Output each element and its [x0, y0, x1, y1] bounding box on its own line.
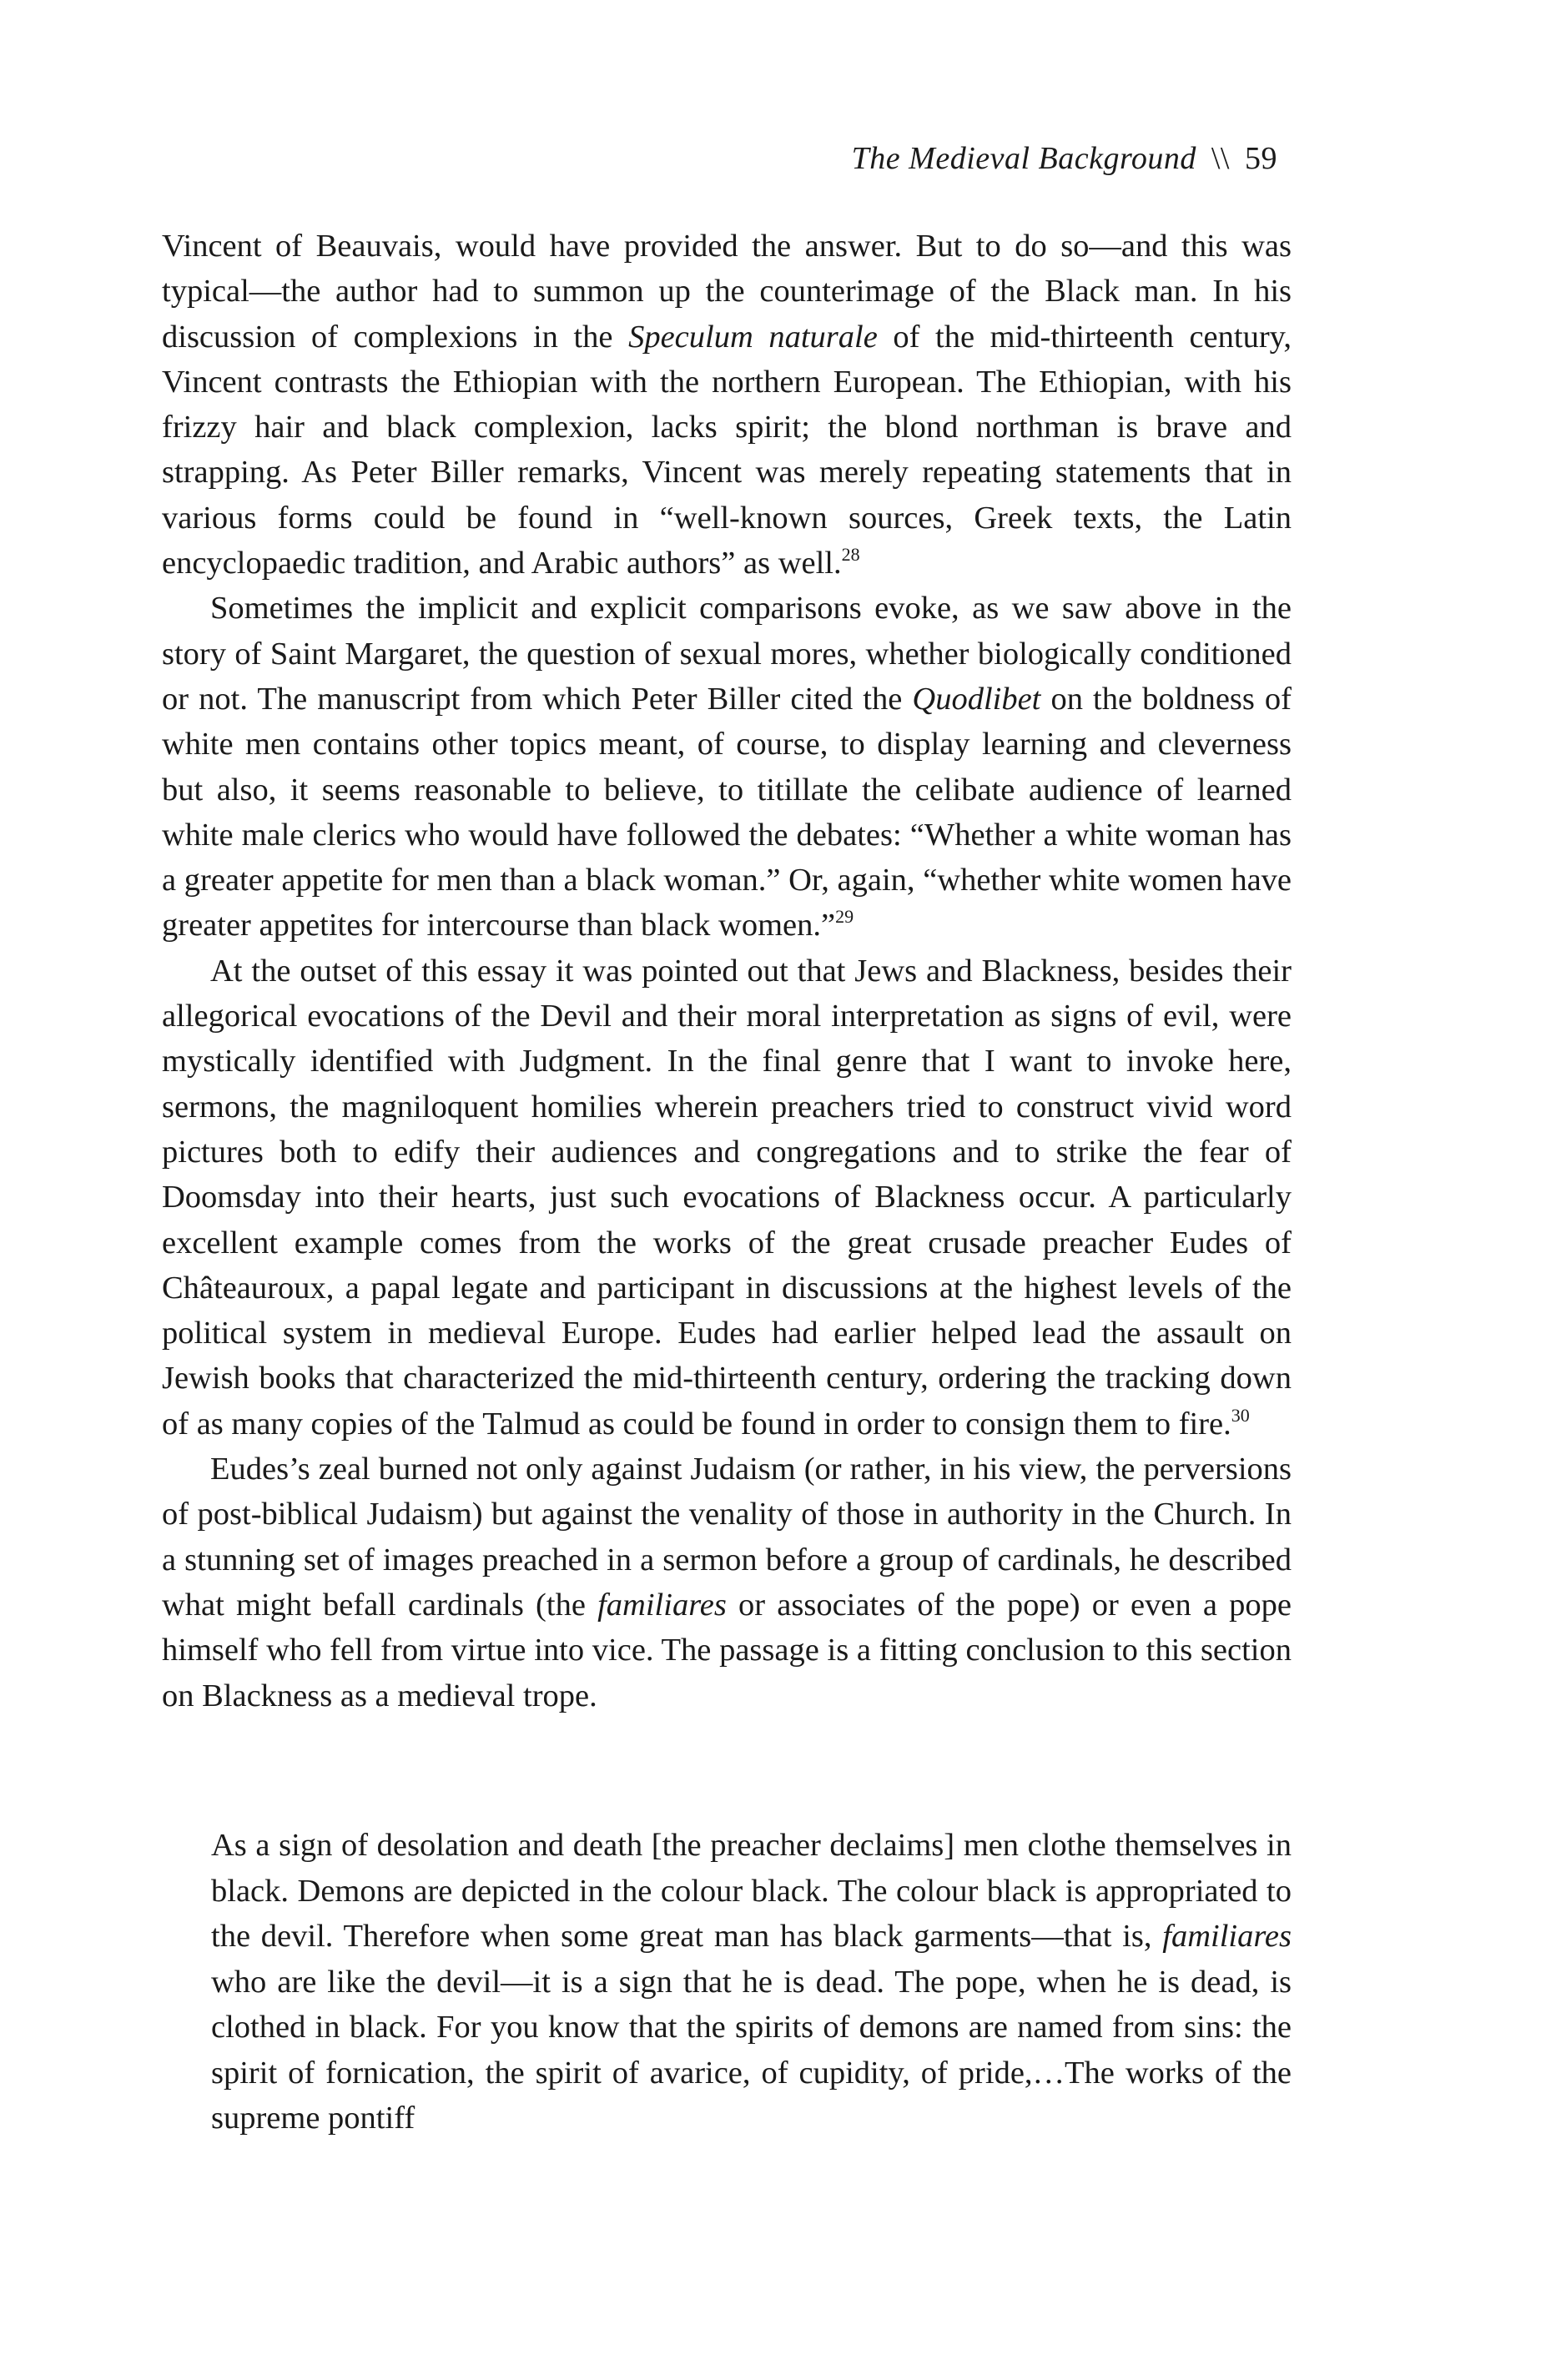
paragraph-4-text-b: or associates of the pope) or even a pope himself who fell from virtue into vice. The passage is a fitting conclusion to this section on Blackness as a medieval trope.: [162, 1587, 1292, 1713]
paragraph-3-text: At the outset of this essay it was pointed out that Jews and Blackness, besides their allegorical evocations of the Devil and their moral interpretation as signs of evil, were mystically identified with Judgment. In the final genre that I want to invoke here, sermons, the magniloquent homilies wherein preachers tried to construct vivid word pictures both to edify their audiences and congregations and to strike the fear of Doomsday into their hearts, just such evocations of Blackness occur. A particularly excellent example comes from the works of the great crusade preacher Eudes of Châteauroux, a papal legate and participant in discussions at the highest levels of the political system in medieval Europe. Eudes had earlier helped lead the assault on Jewish books that characterized the mid-thirteenth century, ordering the tracking down of as many copies of the Talmud as could be found in order to consign them to fire.: [162, 953, 1292, 1442]
page-number: 59: [1245, 141, 1277, 176]
footnote-ref-30: 30: [1231, 1404, 1250, 1426]
paragraph-4: [162, 1447, 1292, 1718]
paragraph-2-text-a: Sometimes the implicit and explicit comparisons evoke, as we saw above in the story of Saint Margaret, the question of sexual mores, whether biologically conditioned or not. The manuscript from which Peter Biller cited the: [162, 591, 1292, 717]
quote-paragraph: [211, 1823, 1292, 2141]
paragraph-4-italic-term: familiares: [597, 1587, 727, 1623]
paragraph-4-text-a: Eudes’s zeal burned not only against Judaism (or rather, in his view, the perversions of post-biblical Judaism) but against the venality of those in authority in the Church. In a stunning set of images preached in a sermon before a group of cardinals, he described what might befall cardinals (the: [162, 1452, 1292, 1623]
paragraph-1: [162, 224, 1292, 586]
footnote-ref-28: 28: [841, 544, 860, 566]
paragraph-1-text-a: Vincent of Beauvais, would have provided the answer. But to do so—and this was typical—the author had to summon up the counterimage of the Black man. In his discussion of complexions in the: [162, 229, 1292, 355]
quote-text-a: As a sign of desolation and death [the preacher declaims] men clothe themselves in black. Demons are depicted in the colour black. The colour black is appropriated to the devil. Therefore when some great man has black garments—that is,: [211, 1828, 1292, 1954]
paragraph-2-italic-title: Quodlibet: [912, 681, 1041, 717]
block-quote: [211, 1823, 1292, 2141]
running-head: [852, 140, 1277, 177]
running-head-separator: \\: [1211, 141, 1230, 176]
footnote-ref-29: 29: [835, 906, 854, 928]
body-text: [162, 224, 1292, 1718]
quote-text-b: who are like the devil—it is a sign that he is dead. The pope, when he is dead, is clothed in black. For you know that the spirits of demons are named from sins: the spirit of fornication, the spirit of avarice, of cupidity, of pride,…The works of the supreme pontiff: [211, 1964, 1292, 2136]
paragraph-3: [162, 948, 1292, 1447]
paragraph-2: [162, 586, 1292, 948]
paragraph-1-text-b: of the mid-thirteenth century, Vincent contrasts the Ethiopian with the northern European. The Ethiopian, with his frizzy hair and black complexion, lacks spirit; the blond northman is brave and strapping. As Peter Biller remarks, Vincent was merely repeating statements that in various forms could be found in “well-known sources, Greek texts, the Latin encyclopaedic tradition, and Arabic authors” as well.: [162, 319, 1292, 581]
paragraph-2-text-b: on the boldness of white men contains other topics meant, of course, to display learning and cleverness but also, it seems reasonable to believe, to titillate the celibate audience of learned white male clerics who would have followed the debates: “Whether a white woman has a greater appetite for men than a black woman.” Or, again, “whether white women have greater appetites for intercourse than black women.”: [162, 681, 1292, 943]
paragraph-1-italic-title: Speculum naturale: [628, 319, 878, 355]
quote-italic-term: familiares: [1162, 1919, 1292, 1954]
running-head-title: The Medieval Background: [851, 141, 1196, 176]
